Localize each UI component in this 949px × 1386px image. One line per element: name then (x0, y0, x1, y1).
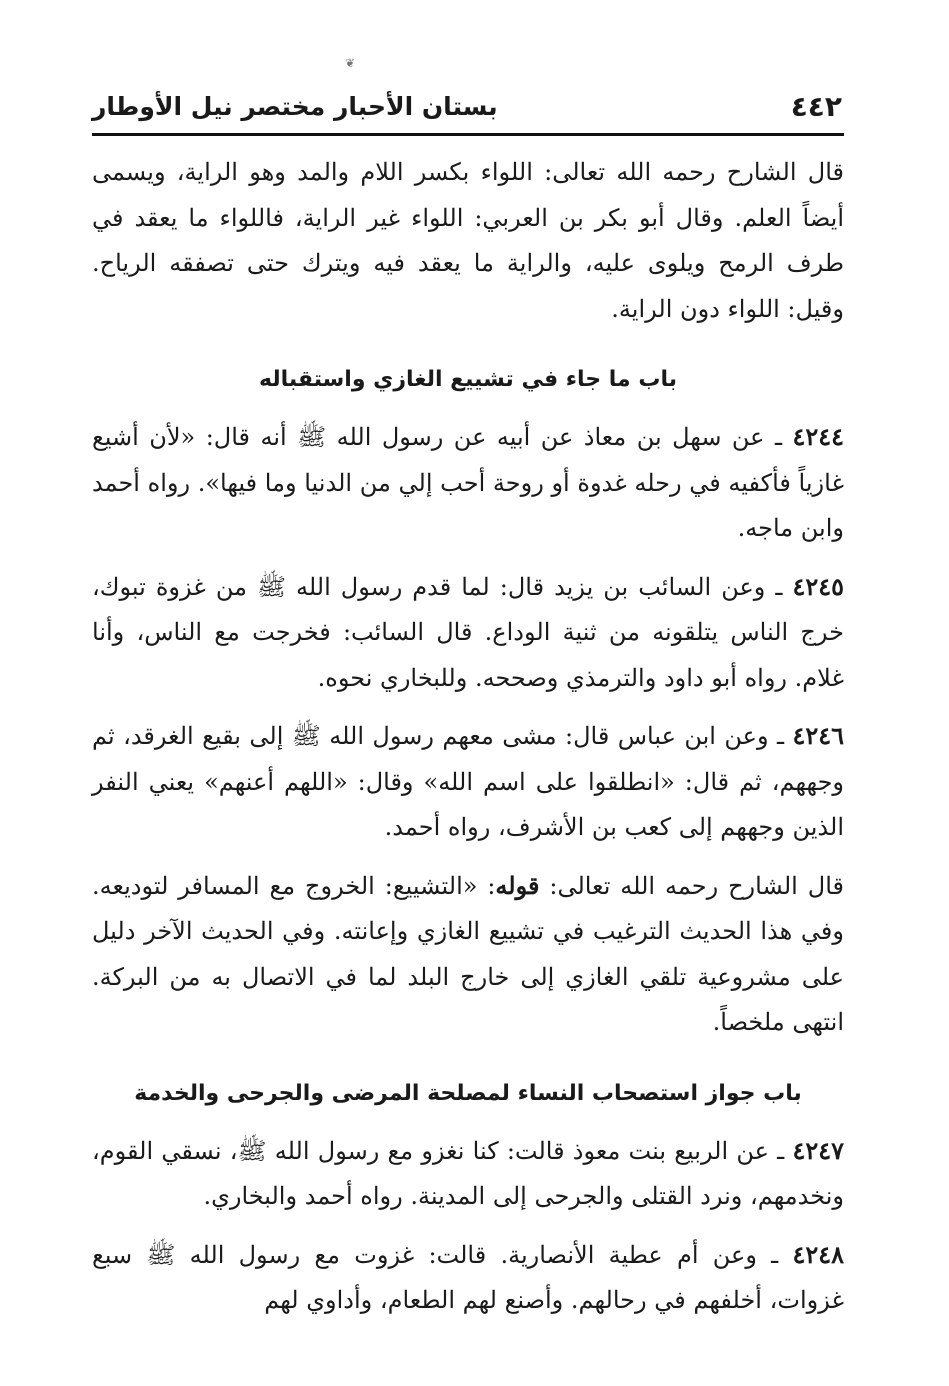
hadith-text: ـ وعن ابن عباس قال: مشى معهم رسول الله ﷺ إلى بقيع الغرقد، ثم وجههم، ثم قال: «انطلقوا على اسم الله» وقال: «اللهم أعنهم» يعني النفر الذين وجههم إلى كعب بن الأشرف، رواه أحمد. (92, 722, 844, 841)
hadith-number: ٤٢٤٥ (792, 571, 844, 601)
hadith-number: ٤٢٤٦ (792, 721, 844, 750)
hadith-4244 (92, 414, 844, 552)
commentary-text: : «التشييع: الخروج مع المسافر لتوديعه. وفي هذا الحديث الترغيب في تشييع الغازي وإعانته. وفي الحديث الآخر دليل على مشروعية تلقي الغازي إلى خارج البلد لما في الاتصال به من البركة. انتهى ملخصاً. (92, 871, 844, 1036)
page-number: ٤٤٢ (790, 90, 842, 123)
hadith-4245 (92, 564, 844, 702)
section-heading: باب ما جاء في تشييع الغازي واستقباله (259, 367, 677, 392)
hadith-text: ـ عن سهل بن معاذ عن أبيه عن رسول الله ﷺ أنه قال: «لأن أشيع غازياً فأكفيه في رحله غدوة أو روحة أحب إلي من الدنيا وما فيها». رواه أحمد وابن ماجه. (92, 423, 844, 542)
hadith-text: ـ وعن أم عطية الأنصارية. قالت: غزوت مع رسول الله ﷺ سبع غزوات، أخلفهم في رحالهم. وأصنع لهم الطعام، وأداوي لهم (92, 1240, 844, 1314)
commentary-intro: قال الشارح رحمه الله تعالى: (539, 871, 844, 900)
hadith-number: ٤٢٤٧ (792, 1135, 844, 1165)
hadith-4246 (92, 713, 844, 851)
book-title: بستان الأحبار مختصر نيل الأوطار (92, 92, 498, 121)
header-ornament: ❦ (344, 56, 356, 70)
header-rule (92, 133, 844, 136)
running-header (92, 88, 842, 132)
hadith-text: ـ وعن السائب بن يزيد قال: لما قدم رسول الله ﷺ من غزوة تبوك، خرج الناس يتلقونه من ثنية الوداع. قال السائب: فخرجت مع الناس، وأنا غلام. رواه أبو داود والترمذي وصححه. وللبخاري نحوه. (92, 572, 844, 692)
hadith-4248 (92, 1232, 844, 1324)
hadith-number: ٤٢٤٨ (792, 1239, 844, 1269)
section-heading: باب جواز استصحاب النساء لمصلحة المرضى والجرحى والخدمة (134, 1080, 802, 1106)
commentary-keyword: قوله (495, 870, 540, 900)
commentary-paragraph: قال الشارح رحمه الله تعالى: اللواء بكسر اللام والمد وهو الراية، ويسمى أيضاً العلم. وقال أبو بكر بن العربي: اللواء غير الراية، فاللواء ما يعقد في طرف الرمح ويلوى عليه، والراية ما يعقد فيه ويترك حتى تصفقه الرياح. وقيل: اللواء دون الراية. (92, 158, 844, 323)
hadith-text: ـ عن الربيع بنت معوذ قالت: كنا نغزو مع رسول الله ﷺ، نسقي القوم، ونخدمهم، ونرد القتلى والجرحى إلى المدينة. رواه أحمد والبخاري. (92, 1136, 844, 1210)
hadith-4247 (92, 1128, 844, 1220)
hadith-number: ٤٢٤٤ (792, 422, 844, 451)
commentary-paragraph (92, 863, 844, 1046)
page-body (92, 150, 844, 1324)
